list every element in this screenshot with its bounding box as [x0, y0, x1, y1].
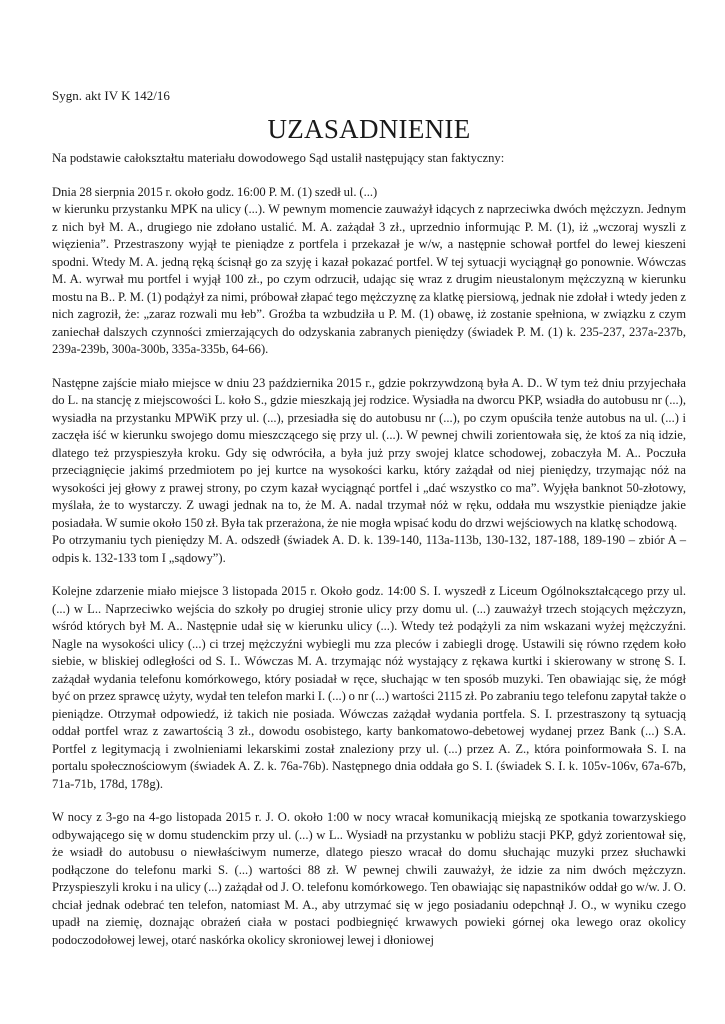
paragraph-4-text: W nocy z 3-go na 4-go listopada 2015 r. J. O. około 1:00 w nocy wracał komunikacją miejską ze spotkania towarzyskiego odbywającego się w domu studenckim przy ul. (...) w L.. Wysiadł na przystanku w pobliżu stacji PKP, gdyż zorientował się, że wsiadł do autobusu o niewłaściwym numerze, dlatego pieszo wracał do domu słuchając muzyki przez słuchawki podłączone do telefonu marki S. (...) wartości 88 zł. W pewnej chwili zauważył, że idzie za nim dwóch mężczyzn. Przyspieszyli kroku i na ulicy (...) zażądał od J. O. telefonu komórkowego. Ten obawiając się napastników oddał go w/w. J. O. chciał jednak odebrać ten telefon, natomiast M. A., aby utrzymać się w jego posiadaniu odepchnął J. O., w wyniku czego upadł na ziemię, doznając obrażeń ciała w postaci podbiegnięć krwawych powieki górnej oka lewego oraz okolicy podoczodołowej lewej, otarć naskórka okolicy skroniowej lewej i dłoniowej [52, 810, 686, 947]
paragraph-2-tail: Po otrzymaniu tych pieniędzy M. A. odszedł (świadek A. D. k. 139-140, 113a-113b, 130-132, 187-188, 189-190 – zbiór A – odpis k. 132-133 tom I „sądowy”). [52, 533, 686, 565]
paragraph-1-lead: Dnia 28 sierpnia 2015 r. około godz. 16:00 P. M. (1) szedł ul. (...) [52, 184, 378, 199]
paragraph-1 [52, 184, 686, 359]
paragraph-2-text: Następne zajście miało miejsce w dniu 23 października 2015 r., gdzie pokrzywdzoną była A. D.. W tym też dniu przyjechała do L. na stancję z miejscowości L. koło S., gdzie mieszkają jej rodzice. Wysiadła na dworcu PKP, wsiadła do autobusu nr (...), wysiadła na przystanku MPWiK przy ul. (...), przesiadła się do autobusu nr (...), po czym opuściła tenże autobus na ul. (...) i zaczęła iść w kierunku swojego domu mieszczącego się przy ul. (...). W pewnej chwili zorientowała się, że ktoś za nią idzie, dlatego też przyspieszyła kroku. Gdy się odwróciła, a była już przy swojej klatce schodowej, zobaczyła M. A.. Poczuła przeciągnięcie jakimś przedmiotem po jej kurtce na wysokości karku, który zażądał od niej pieniędzy, trzymając nóż na wysokości jej głowy z prawej strony, po czym kazał wyciągnąć portfel i „dać wszystko co ma”. Wyjęła banknot 50-złotowy, myślała, że to wystarczy. Z uwagi jednak na to, że M. A. nadal trzymał nóż w ręku, oddała mu wszystkie pieniądze jakie posiadała. W sumie około 150 zł. Była tak przerażona, że nie mogła wpisać kodu do drzwi wejściowych na klatkę schodową. [52, 375, 686, 530]
case-signature: Sygn. akt IV K 142/16 [52, 88, 170, 103]
paragraph-4 [52, 809, 686, 949]
paragraph-3 [52, 583, 686, 793]
document-title: UZASADNIENIE [267, 114, 471, 144]
document-page [52, 88, 686, 949]
paragraph-2 [52, 375, 686, 568]
intro-line: Na podstawie całokształtu materiału dowodowego Sąd ustalił następujący stan faktyczny: [52, 151, 505, 165]
paragraph-3-text: Kolejne zdarzenie miało miejsce 3 listopada 2015 r. Około godz. 14:00 S. I. wyszedł z Liceum Ogólnokształcącego przy ul. (...) w L.. Naprzeciwko wejścia do szkoły po drugiej stronie ulicy przy domu ul. (...) zauważył trzech stojących mężczyzn, wśród których był M. A.. Następnie udał się w kierunku ulicy (...). Wtedy też podążyli za nim wskazani wyżej mężczyźni. Nagle na wysokości ulicy (...) ci trzej mężczyźni wybiegli mu zza pleców i zabiegli drogę. Ustawili się równo rzędem koło siebie, w bliskiej odległości od S. I.. Wówczas M. A. trzymając nóż wystający z rękawa kurtki i skierowany w stronę S. I. zażądał wydania telefonu komórkowego, który posiadał w ręce, słuchając w ten sposób muzyki. Ten obawiając się, że mógł być on przez sprawcę użyty, wydał ten telefon marki I. (...) o nr (...) wartości 2115 zł. Po zabraniu tego telefonu zapytał także o pieniądze. Otrzymał odpowiedź, iż takich nie posiada. Wówczas zażądał wydania portfela. S. I. przestraszony tą sytuacją oddał portfel wraz z zawartością 3 zł., dowodu osobistego, karty bankomatowo-debetowej wydanej przez Bank (...) S.A. Portfel z legitymacją i zwolnieniami lekarskimi został znaleziony przy ul. (...) przez A. Z., która poinformowała S. I. na portalu społecznościowym (świadek A. Z. k. 76a-76b). Następnego dnia oddała go S. I. (świadek S. I. k. 105v-106v, 67a-67b, 71a-71b, 178d, 178g). [52, 584, 686, 791]
paragraph-1-text: w kierunku przystanku MPK na ulicy (...). W pewnym momencie zauważył idących z naprzeciwka dwóch mężczyzn. Jednym z nich był M. A., drugiego nie zdołano ustalić. M. A. zażądał 3 zł., uprzednio informując P. M. (1), iż „wczoraj wyszli z więzienia”. Przestraszony wyjął te pieniądze z portfela i przekazał je w/w, a następnie schował portfel do lewej kieszeni spodni. Wtedy M. A. jedną ręką ścisnął go za szyję i kazał pokazać portfel. W tej sytuacji wyciągnął go ponownie. Wówczas M. A. wyrwał mu portfel i wyjął 100 zł., po czym odrzucił, udając się wraz z drugim nieustalonym mężczyzną w kierunku mostu na B.. P. M. (1) podążył za nimi, próbował złapać tego mężczyznę za klatkę piersiową, jednak nie zdołał i wtedy jeden z nich zagroził, że: „zaraz rozwali mu łeb”. Groźba ta wzbudziła u P. M. (1) obawę, iż zostanie spełniona, w związku z czym zaniechał dalszych czynności zmierzających do odzyskania zabranych pieniędzy (świadek P. M. (1) k. 235-237, 237a-237b, 239a-239b, 300a-300b, 335a-335b, 64-66). [52, 202, 686, 356]
